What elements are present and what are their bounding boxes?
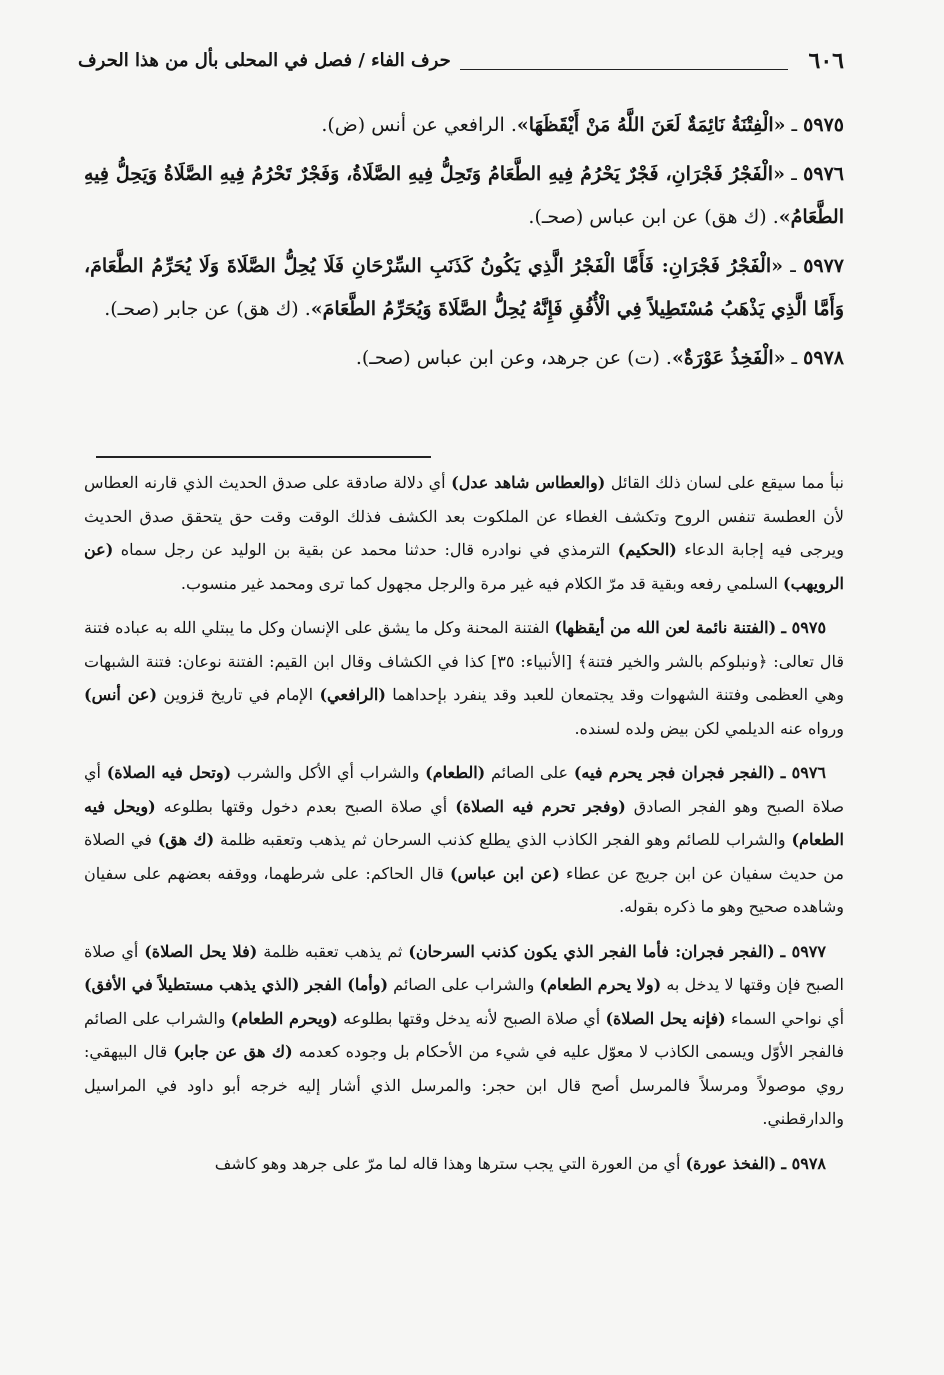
bold-run: (وفجر تحرم فيه الصلاة) <box>455 796 626 816</box>
page-header <box>78 44 844 84</box>
hadith-entry: ٥٩٧٨ ـ «الْفَخِذُ عَوْرَةٌ». (ت) عن جرهد، وعن ابن عباس (صحـ). <box>355 347 844 369</box>
hadith-source: . (ك هق) عن جابر (صحـ). <box>104 298 311 320</box>
text-run: السلمي رفعه وبقية قد مرّ الكلام فيه غير مرة والرجل مجهول كما ترى ومحمد غير منسوب. <box>180 573 778 593</box>
footnote-separator <box>96 456 431 458</box>
hadith-source: . الرافعي عن أنس (ض). <box>321 114 517 136</box>
bold-run: (ويحل فيه الطعام) <box>84 796 844 849</box>
commentary-5978 <box>84 1147 844 1181</box>
bold-run: (عن ابن عباس) <box>449 863 560 883</box>
hadith-source: . (ت) عن جرهد، وعن ابن عباس (صحـ). <box>355 347 672 369</box>
bold-run: (الفجر فجران: فأما الفجر الذي يكون كذنب السرحان) <box>408 941 775 961</box>
text-run: أي صلاة الصبح فإن وقتها لا يدخل به <box>84 941 845 994</box>
text-run: الفتنة المحنة وكل ما يشق على الإنسان وكل ما يبتلي الله به عباده فتنة قال تعالى: ﴿ونبلوكم بالشر والخير فتنة﴾ [الأنبياء: ٣٥] كذا في الكشاف وقال ابن القيم: الفتنة نوعان: فتنة الشبهات وهي العظمى وفتنة الشهوات وقد يجتمعان للعبد وقد ينفرد بإحداهما <box>84 618 844 704</box>
bold-run: (ويحرم الطعام) <box>230 1008 338 1028</box>
text-run: في الصلاة من حديث سفيان عن ابن جريج عن عطاء <box>84 830 844 883</box>
commentary-5975 <box>84 611 844 745</box>
text-run: والشراب للصائم وهو الفجر الكاذب الذي يطلع كذنب السرحان ثم يذهب وتعقبه ظلمة <box>219 830 786 849</box>
text-run: ورواه عنه الديلمي لكن بيض ولده لسنده. <box>574 718 844 738</box>
text-run: قال الحاكم: على شرطهما، ووقفه بعضهم على سفيان وشاهده صحيح وهو ما ذكره بقوله. <box>84 863 844 916</box>
text-run: ثم يذهب تعقبه ظلمة <box>263 941 403 961</box>
header-rule <box>460 69 788 70</box>
hadith-number: ٥٩٧٥ <box>803 114 844 136</box>
bold-run: (الفخذ عورة) <box>685 1153 777 1173</box>
text-run: أي صلاة الصبح بعدم دخول وقتها بطلوعه <box>163 796 448 816</box>
hadith-text: «الْفَخِذُ عَوْرَةٌ» <box>671 347 786 369</box>
bold-run: (عن أنس) <box>84 685 158 704</box>
bold-run: (والعطاس شاهد عدل) <box>451 473 606 492</box>
running-title: حرف الفاء / فصل في المحلى بأل من هذا الحرف <box>78 50 451 71</box>
page-number: ٦٠٦ <box>808 48 844 74</box>
hadith-text: «الْفَجْرُ فَجْرَانِ، فَجْرٌ يَحْرُمُ فِيهِ الطَّعَامُ وَتَحِلُّ فِيهِ الصَّلَاةُ، وَفَجْرٌ تَحْرُمُ فِيهِ الصَّلَاةُ وَيَحِلُّ فِيهِ الطَّعَامُ» <box>84 163 844 228</box>
text-run: على الصائم <box>490 763 569 782</box>
bold-run: (الطعام) <box>425 763 486 782</box>
commentary-number: ٥٩٧٧ ـ <box>780 941 826 961</box>
commentary-5977 <box>84 935 844 1136</box>
text-run: الإمام في تاريخ قزوين <box>163 685 314 704</box>
text-run: أي دلالة صادقة على صدق الحديث الذي قارنه العطاس لأن العطسة تنفس الروح وتكشف الغطاء عن الملكوت بعد الكشف فذلك الوقت وقت حق يتحقق صدق الحديث ويرجى فيه إجابة الدعاء <box>84 473 844 559</box>
text-run: أي نواحي السماء <box>730 1008 845 1028</box>
hadith-entry: ٥٩٧٥ ـ «الْفِتْنَةُ نَائِمَةٌ لَعَنَ اللَّهُ مَنْ أَيْقَظَهَا». الرافعي عن أنس (ض). <box>321 114 844 136</box>
bold-run: (فإنه يحل الصلاة) <box>605 1008 726 1028</box>
text-run: أي من العورة التي يجب سترها وهذا قاله لما مرّ على جرهد وهو كاشف <box>214 1153 681 1173</box>
bold-run: (وأما) الفجر (الذي يذهب مستطيلاً في الأفق) <box>84 975 389 994</box>
commentary-intro <box>84 466 844 600</box>
hadith-entry: ٥٩٧٧ ـ «الْفَجْرُ فَجْرَانِ: فَأَمَّا الْفَجْرُ الَّذِي يَكُونُ كَذَنَبِ السِّرْحَانِ فَلَا يُحِلُّ الصَّلَاةَ وَلَا يُحَرِّمُ الطَّعَامَ، وَأَمَّا الَّذِي يَذْهَبُ مُسْتَطِيلاً فِي الْأُفُقِ فَإِنَّهُ يُحِلُّ الصَّلَاةَ وَيُحَرِّمُ الطَّعَامَ». (ك هق) عن جابر (صحـ). <box>84 255 845 320</box>
hadith-number: ٥٩٧٧ <box>803 255 845 277</box>
bold-run: (وتحل فيه الصلاة) <box>106 763 232 782</box>
bold-run: (ك هق عن جابر) <box>173 1042 293 1061</box>
hadith-number: ٥٩٧٨ <box>803 347 844 369</box>
bold-run: (عن الرويهب) <box>84 540 844 593</box>
text-run: نبأ مما سيقع على لسان ذلك القائل <box>610 473 844 492</box>
commentary-5976 <box>84 756 844 924</box>
bold-run: (ك هق) <box>157 830 215 849</box>
bold-run: (الحكيم) <box>617 540 677 559</box>
text-run: الترمذي في نوادره قال: حدثنا محمد عن بقية بن الوليد عن رجل سماه <box>120 540 611 559</box>
bold-run: (الفجر فجران فجر يحرم فيه) <box>573 763 775 782</box>
text-run: والشراب على الصائم <box>393 975 535 994</box>
text-run: قال البيهقي: روي موصولاً ومرسلاً فالمرسل أصح قال ابن حجر: والمرسل الذي أشار إليه خرجه أبو داود في المراسيل والدارقطني. <box>84 1042 844 1128</box>
bold-run: (ولا يحرم الطعام) <box>539 975 662 994</box>
commentary-number: ٥٩٧٥ ـ <box>781 618 827 637</box>
hadith-number: ٥٩٧٦ <box>803 163 844 185</box>
bold-run: (فلا يحل الصلاة) <box>144 941 258 961</box>
text-run: والشراب على الصائم فالفجر الأوّل ويسمى الكاذب لا معوّل عليه في شيء من الأحكام بل وجوده كعدمه <box>84 1008 845 1061</box>
hadith-entry: ٥٩٧٦ ـ «الْفَجْرُ فَجْرَانِ، فَجْرٌ يَحْرُمُ فِيهِ الطَّعَامُ وَتَحِلُّ فِيهِ الصَّلَاةُ، وَفَجْرٌ تَحْرُمُ فِيهِ الصَّلَاةُ وَيَحِلُّ فِيهِ الطَّعَامُ». (ك هق) عن ابن عباس (صحـ). <box>84 163 844 228</box>
commentary <box>84 466 844 1191</box>
commentary-number: ٥٩٧٦ ـ <box>780 763 826 782</box>
hadith-text: «الْفَجْرُ فَجْرَانِ: فَأَمَّا الْفَجْرُ الَّذِي يَكُونُ كَذَنَبِ السِّرْحَانِ فَلَا يُحِلُّ الصَّلَاةَ وَلَا يُحَرِّمُ الطَّعَامَ، وَأَمَّا الَّذِي يَذْهَبُ مُسْتَطِيلاً فِي الْأُفُقِ فَإِنَّهُ يُحِلُّ الصَّلَاةَ وَيُحَرِّمُ الطَّعَامَ» <box>84 255 844 320</box>
hadith-source: . (ك هق) عن ابن عباس (صحـ). <box>528 206 779 228</box>
hadith-list <box>84 104 844 386</box>
commentary-number: ٥٩٧٨ ـ <box>781 1153 826 1173</box>
bold-run: (الرافعي) <box>319 685 386 704</box>
hadith-text: «الْفِتْنَةُ نَائِمَةٌ لَعَنَ اللَّهُ مَنْ أَيْقَظَهَا» <box>516 114 786 136</box>
bold-run: (الفتنة نائمة لعن الله من أيقظها) <box>554 618 777 637</box>
text-run: أي صلاة الصبح لأنه يدخل وقتها بطلوعه <box>343 1008 601 1028</box>
text-run: أي صلاة الصبح وهو الفجر الصادق <box>84 763 845 816</box>
text-run: والشراب أي الأكل والشرب <box>236 763 420 782</box>
